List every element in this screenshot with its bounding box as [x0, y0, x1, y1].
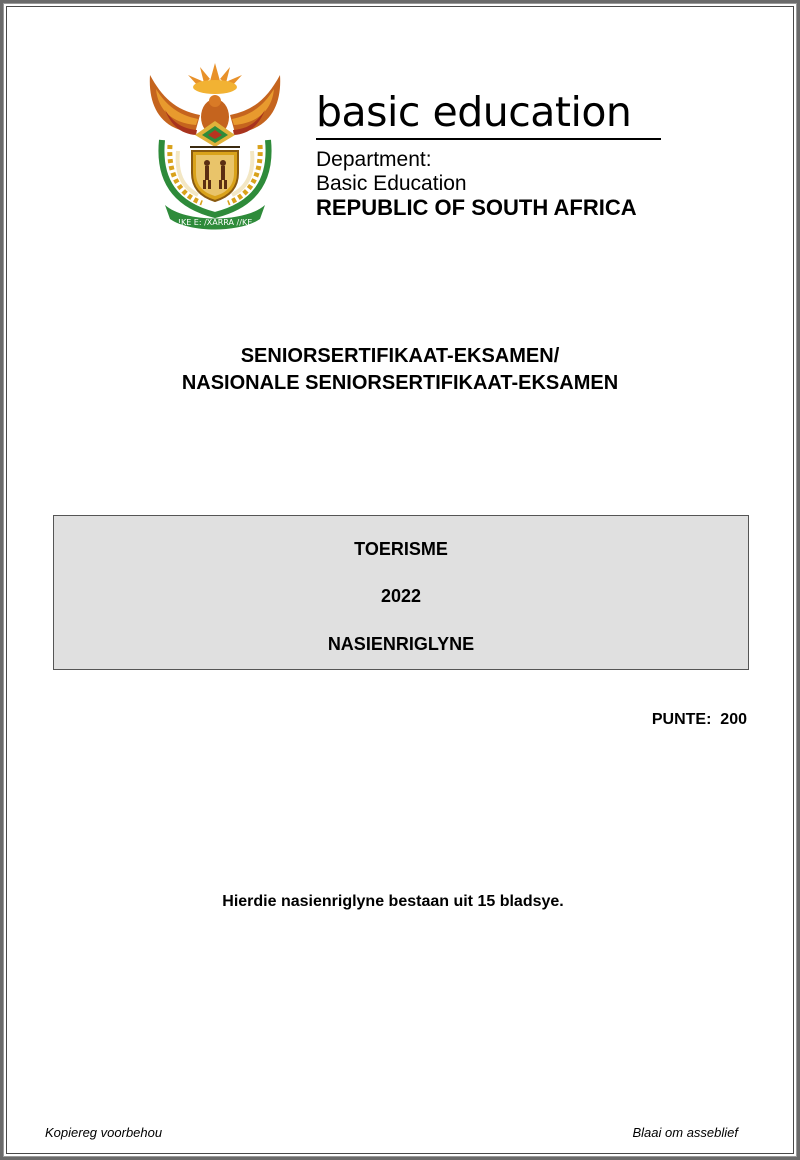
exam-year: 2022	[380, 586, 422, 606]
exam-title-line-2: NASIONALE SENIORSERTIFIKAAT-EKSAMEN	[181, 372, 619, 394]
country-name: REPUBLIC OF SOUTH AFRICA	[316, 195, 637, 220]
subject-info-box	[53, 515, 749, 670]
subject-name: TOERISME	[354, 539, 448, 559]
exam-title-line-1: SENIORSERTIFIKAAT-EKSAMEN/	[240, 345, 560, 367]
department-label: Department:	[316, 148, 432, 171]
exam-title	[0, 343, 800, 397]
turn-over-footer: Blaai om asseblief	[632, 1125, 738, 1140]
brand-divider	[316, 138, 661, 140]
page-count-note: Hierdie nasienriglyne bestaan uit 15 bladsye.	[222, 893, 564, 910]
brand-title: basic education	[316, 88, 632, 136]
header	[140, 55, 680, 240]
department-name: Basic Education	[316, 172, 467, 195]
coat-of-arms-logo	[140, 55, 290, 235]
coat-of-arms-motto: !KE E: /XARRA //KE	[177, 218, 253, 227]
copyright-footer: Kopiereg voorbehou	[45, 1125, 163, 1140]
document-type: NASIENRIGLYNE	[327, 634, 475, 654]
brand-block	[316, 90, 666, 220]
total-marks: PUNTE: 200	[651, 711, 747, 728]
